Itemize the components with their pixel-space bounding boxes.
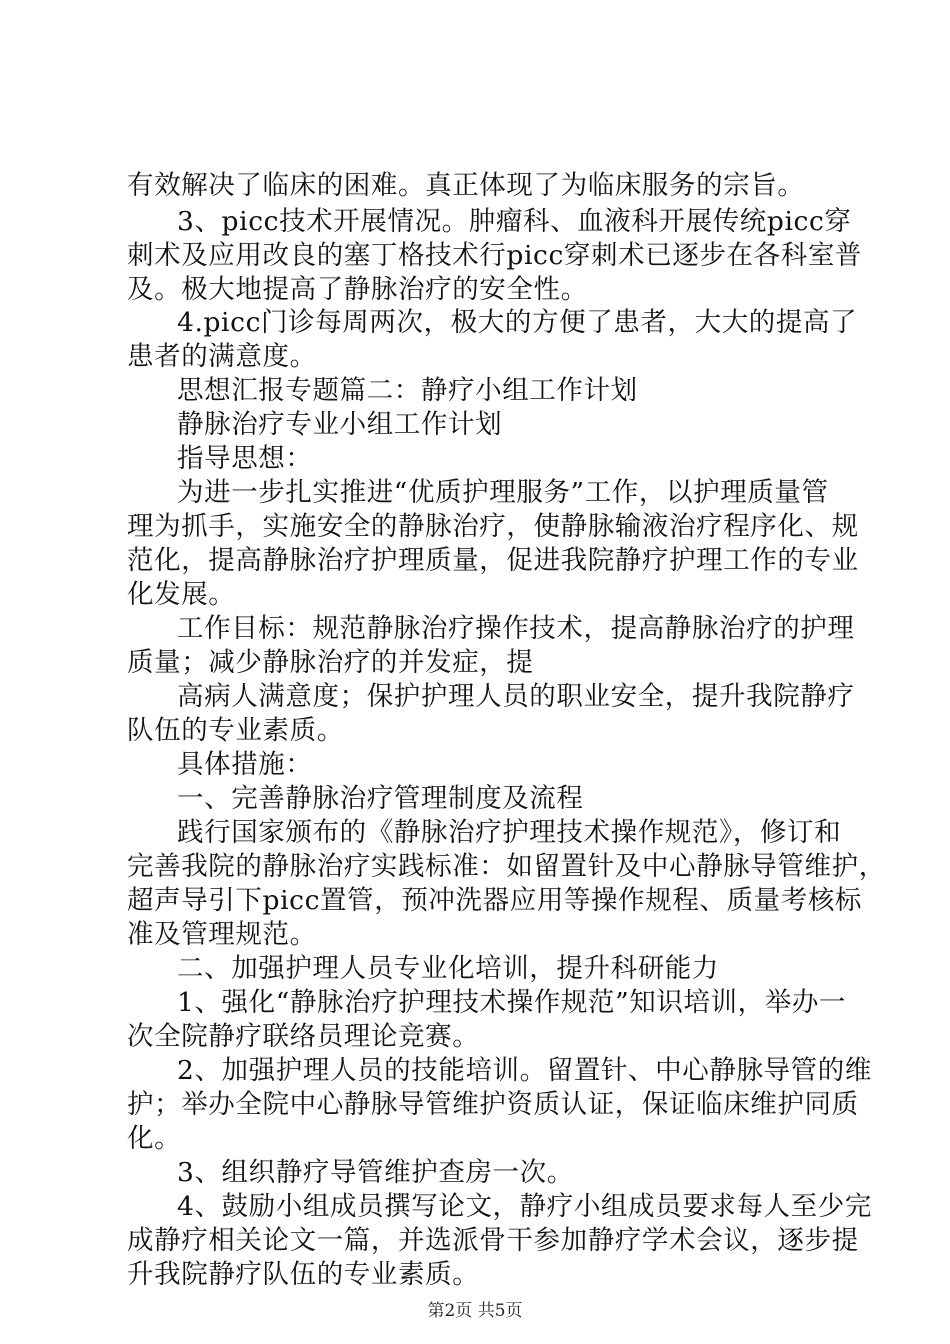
- text-line: 2、加强护理人员的技能培训。留置针、中心静脉导管的维: [177, 1055, 872, 1086]
- text-line: 3、组织静疗导管维护查房一次。: [177, 1157, 574, 1188]
- text-line: 及。极大地提高了静脉治疗的安全性。: [127, 274, 588, 305]
- text-line: 超声导引下picc置管，预冲洗器应用等操作规程、质量考核标: [127, 885, 863, 916]
- section-heading: 二、加强护理人员专业化培训，提升科研能力: [177, 953, 719, 984]
- document-title: 静脉治疗专业小组工作计划: [177, 409, 503, 440]
- text-line: 队伍的专业素质。: [127, 715, 344, 746]
- text-line: 高病人满意度；保护护理人员的职业安全，提升我院静疗: [177, 681, 855, 712]
- text-line: 范化，提高静脉治疗护理质量，促进我院静疗护理工作的专业: [127, 545, 859, 576]
- page-number-footer: 第2页 共5页: [427, 1301, 523, 1321]
- text-line: 化发展。: [127, 579, 236, 610]
- text-line: 为进一步扎实推进“优质护理服务”工作，以护理质量管: [177, 477, 829, 508]
- text-line: 成静疗相关论文一篇，并选派骨干参加静疗学术会议，逐步提: [127, 1225, 859, 1256]
- text-line: 4.picc门诊每周两次，极大的方便了患者，大大的提高了: [177, 307, 858, 338]
- text-line: 理为抓手，实施安全的静脉治疗，使静脉输液治疗程序化、规: [127, 511, 859, 542]
- text-line: 准及管理规范。: [127, 919, 317, 950]
- text-line: 护；举办全院中心静脉导管维护资质认证，保证临床维护同质: [127, 1089, 859, 1120]
- text-line: 4、鼓励小组成员撰写论文，静疗小组成员要求每人至少完: [177, 1191, 872, 1222]
- text-line: 1、强化“静脉治疗护理技术操作规范”知识培训，举办一: [177, 987, 847, 1018]
- text-line: 刺术及应用改良的塞丁格技术行picc穿刺术已逐步在各科室普: [127, 240, 863, 271]
- text-line: 次全院静疗联络员理论竞赛。: [127, 1021, 480, 1052]
- text-line: 有效解决了临床的困难。真正体现了为临床服务的宗旨。: [127, 170, 805, 201]
- section-heading: 一、完善静脉治疗管理制度及流程: [177, 783, 584, 814]
- text-line: 升我院静疗队伍的专业素质。: [127, 1259, 480, 1290]
- section-heading: 指导思想：: [177, 443, 313, 474]
- text-line: 3、picc技术开展情况。肿瘤科、血液科开展传统picc穿: [177, 206, 852, 237]
- section-heading: 思想汇报专题篇二：静疗小组工作计划: [177, 375, 638, 406]
- text-line: 化。: [127, 1123, 182, 1154]
- section-heading: 具体措施：: [177, 749, 313, 780]
- text-line: 质量；减少静脉治疗的并发症，提: [127, 647, 534, 678]
- text-line: 工作目标：规范静脉治疗操作技术，提高静脉治疗的护理: [177, 613, 855, 644]
- text-line: 完善我院的静脉治疗实践标准：如留置针及中心静脉导管维护，: [127, 851, 886, 882]
- text-line: 践行国家颁布的《静脉治疗护理技术操作规范》，修订和: [177, 817, 842, 848]
- text-line: 患者的满意度。: [127, 341, 317, 372]
